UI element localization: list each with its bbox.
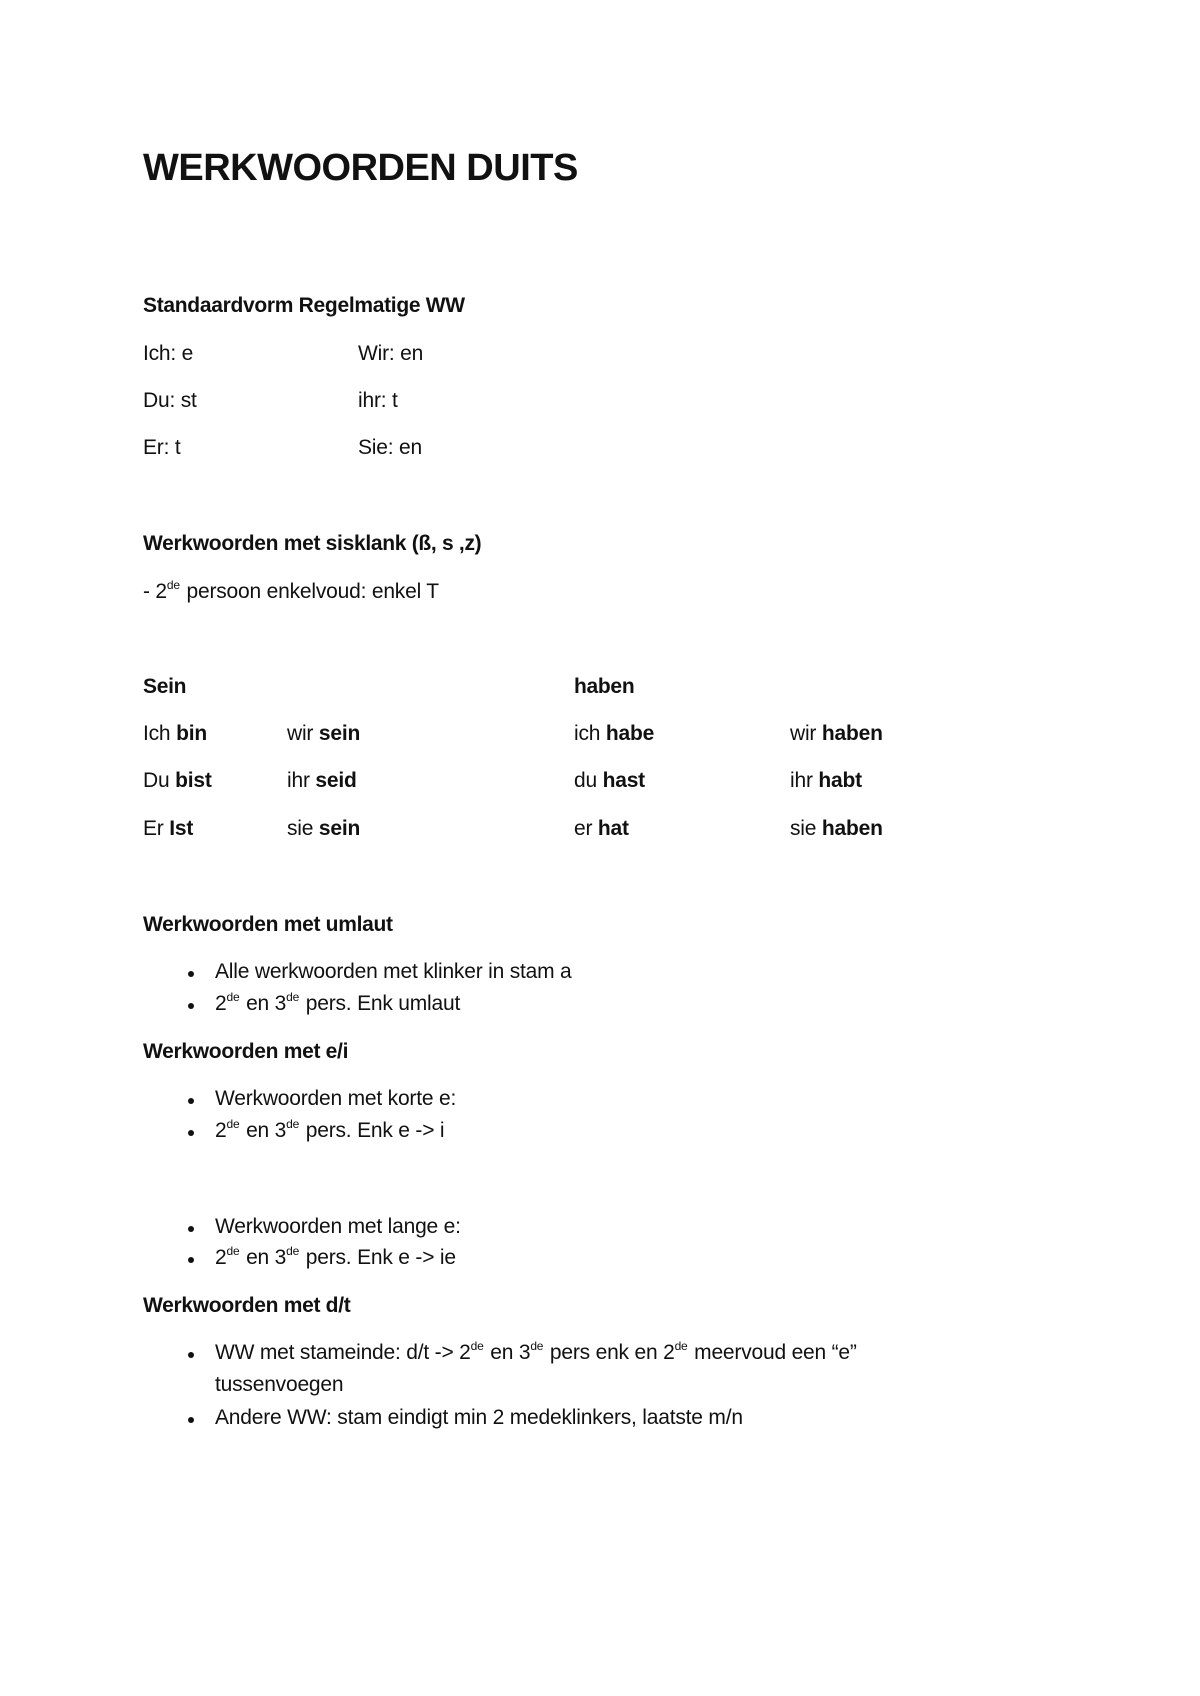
ei-bullet-4: 2de en 3de pers. Enk e -> ie	[215, 1244, 456, 1269]
sisklank-rule: - 2de persoon enkelvoud: enkel T	[143, 578, 439, 603]
sein-wir: wir sein	[287, 722, 361, 745]
sein-er: Er Ist	[143, 817, 194, 840]
bullet-icon	[188, 1417, 194, 1423]
bullet-icon	[188, 1257, 194, 1263]
ei-bullet-2: 2de en 3de pers. Enk e -> i	[215, 1117, 445, 1142]
haben-du: du hast	[574, 769, 645, 792]
ending-er: Er: t	[143, 436, 181, 459]
ending-wir: Wir: en	[358, 342, 424, 365]
sein-ihr: ihr seid	[287, 769, 357, 792]
ending-sie: Sie: en	[358, 436, 422, 459]
document-title: WERKWOORDEN DUITS	[143, 147, 578, 189]
ending-du: Du: st	[143, 389, 197, 412]
dt-bullet-1: WW met stameinde: d/t -> 2de en 3de pers enk en 2de meervoud een “e”	[215, 1339, 857, 1364]
ei-bullet-1: Werkwoorden met korte e:	[215, 1087, 457, 1110]
umlaut-bullet-2: 2de en 3de pers. Enk umlaut	[215, 990, 461, 1015]
bullet-icon	[188, 1098, 194, 1104]
ei-bullet-3: Werkwoorden met lange e:	[215, 1215, 461, 1238]
heading-haben: haben	[574, 675, 635, 698]
heading-d-t: Werkwoorden met d/t	[143, 1294, 351, 1317]
dt-bullet-2: Andere WW: stam eindigt min 2 medeklinkers, laatste m/n	[215, 1406, 743, 1429]
bullet-icon	[188, 1003, 194, 1009]
bullet-icon	[188, 1130, 194, 1136]
heading-sein: Sein	[143, 675, 187, 698]
sein-sie: sie sein	[287, 817, 361, 840]
umlaut-bullet-1: Alle werkwoorden met klinker in stam a	[215, 960, 572, 983]
haben-ich: ich habe	[574, 722, 655, 745]
bullet-icon	[188, 1352, 194, 1358]
haben-sie: sie haben	[790, 817, 883, 840]
ending-ihr: ihr: t	[358, 389, 398, 412]
dt-bullet-1-continuation: tussenvoegen	[215, 1373, 344, 1396]
heading-standaardvorm: Standaardvorm Regelmatige WW	[143, 294, 465, 317]
sein-ich: Ich bin	[143, 722, 207, 745]
haben-ihr: ihr habt	[790, 769, 862, 792]
sein-du: Du bist	[143, 769, 212, 792]
haben-wir: wir haben	[790, 722, 883, 745]
bullet-icon	[188, 1226, 194, 1232]
ending-ich: Ich: e	[143, 342, 194, 365]
haben-er: er hat	[574, 817, 629, 840]
heading-umlaut: Werkwoorden met umlaut	[143, 913, 393, 936]
heading-e-i: Werkwoorden met e/i	[143, 1040, 349, 1063]
heading-sisklank: Werkwoorden met sisklank (ß, s ,z)	[143, 532, 482, 555]
bullet-icon	[188, 971, 194, 977]
